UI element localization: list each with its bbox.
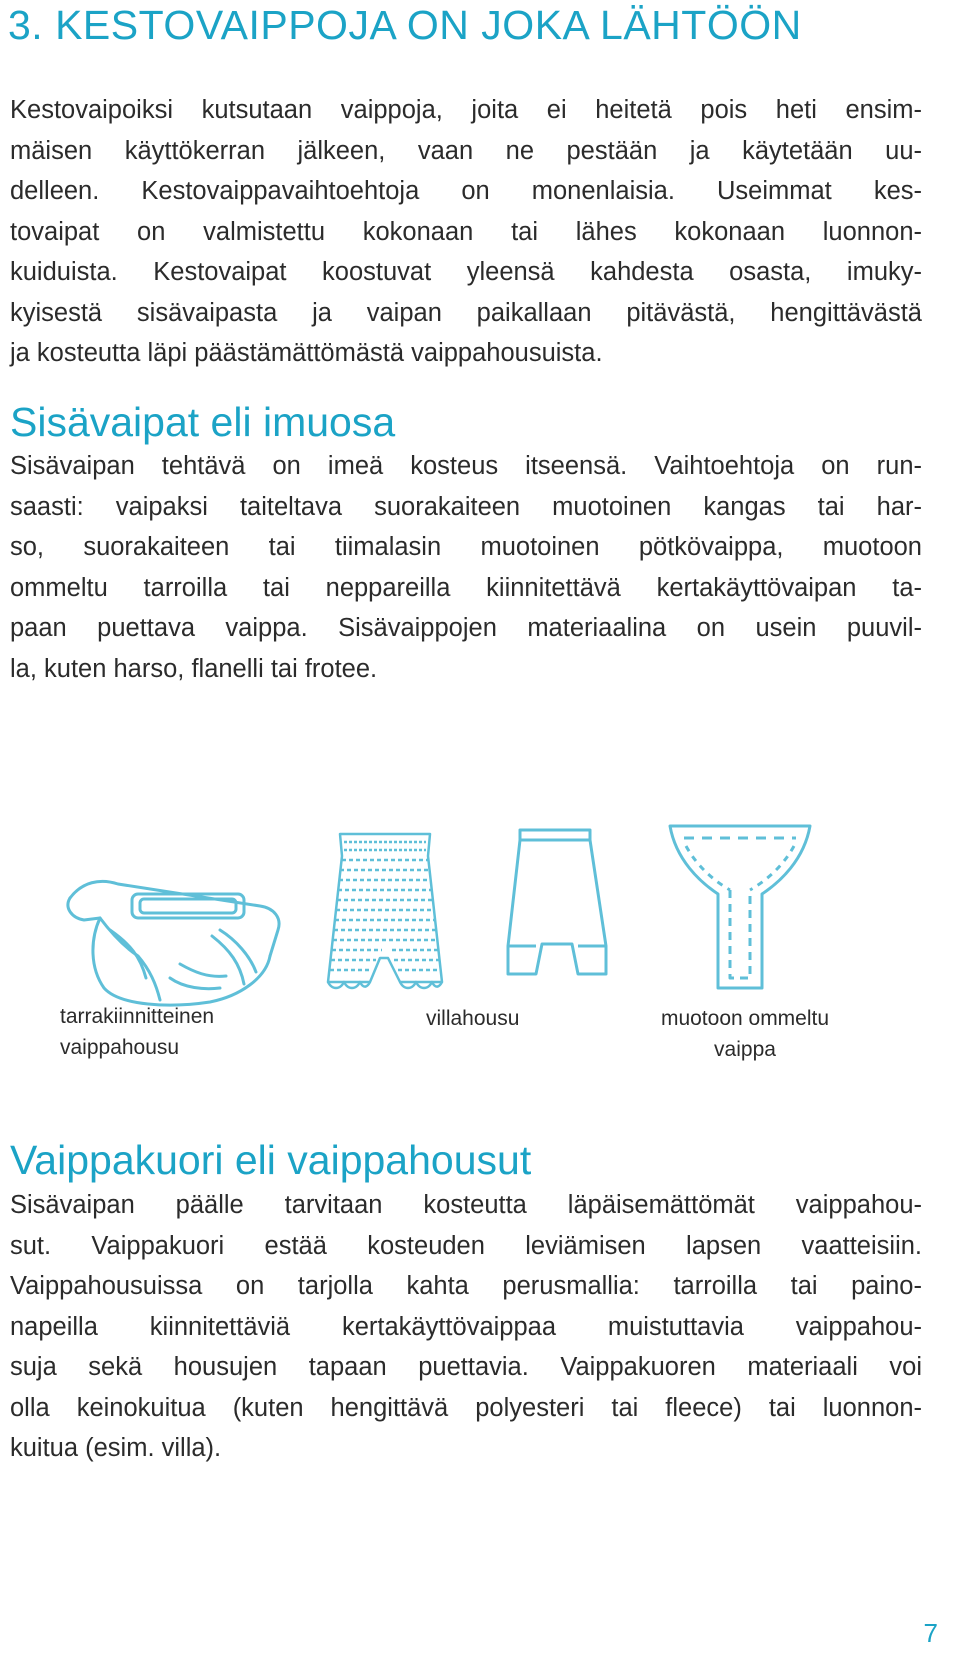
text-line: suja sekä housujen tapaan puettavia. Vaippakuoren materiaali voi <box>10 1353 922 1381</box>
figure-caption <box>60 1001 214 1063</box>
caption-line: vaippahousu <box>60 1036 180 1059</box>
fitted-diaper-icon <box>502 826 612 978</box>
section-heading-inner-diapers: Sisävaipat eli imuosa <box>10 399 396 445</box>
text-line: la, kuten harso, flanelli tai frotee. <box>10 654 378 683</box>
text-line: Sisävaipan päälle tarvitaan kosteutta läpäisemättömät vaippahou- <box>10 1191 922 1219</box>
text-line: napeilla kiinnitettäviä kertakäyttövaippaa muistuttavia vaippahou- <box>10 1312 922 1341</box>
text-line: ja kosteutta läpi päästämättömästä vaippahousuista. <box>10 339 603 367</box>
text-line: delleen. Kestovaippavaihtoehtoja on monenlaisia. Useimmat kes- <box>10 177 922 205</box>
text-line: paan puettava vaippa. Sisävaippojen materiaalina on usein puuvil- <box>10 614 922 642</box>
text-line: kuitua (esim. villa). <box>10 1434 222 1462</box>
velcro-diaper-cover-icon <box>60 860 290 1010</box>
hourglass-diaper-icon <box>664 820 816 998</box>
page-number: 7 <box>923 1618 938 1648</box>
caption-line: vaippa <box>714 1038 776 1061</box>
text-line: Vaippahousuissa on tarjolla kahta perusmallia: tarroilla tai paino- <box>10 1272 922 1300</box>
inner-diapers-paragraph <box>10 446 922 689</box>
text-line: Sisävaipan tehtävä on imeä kosteus itseensä. Vaihtoehtoja on run- <box>10 452 922 480</box>
text-line: saasti: vaipaksi taiteltava suorakaiteen muotoinen kangas tai har- <box>10 492 922 521</box>
caption-line: villahousu <box>426 1007 520 1030</box>
text-line: so, suorakaiteen tai tiimalasin muotoinen pötkövaippa, muotoon <box>10 533 922 561</box>
text-line: Kestovaipoiksi kutsutaan vaippoja, joita ei heitetä pois heti ensim- <box>10 96 922 124</box>
figure-caption <box>645 1003 845 1065</box>
diaper-covers-paragraph <box>10 1185 922 1469</box>
text-line: sut. Vaippakuori estää kosteuden leviämisen lapsen vaatteisiin. <box>10 1231 922 1260</box>
text-line: tovaipat on valmistettu kokonaan tai lähes kokonaan luonnon- <box>10 217 922 246</box>
text-line: ommeltu tarroilla tai neppareilla kiinnitettävä kertakäyttövaipan ta- <box>10 573 922 602</box>
section-heading-diaper-covers: Vaippakuori eli vaippahousut <box>10 1137 532 1183</box>
text-line: mäisen käyttökerran jälkeen, vaan ne pestään ja käytetään uu- <box>10 136 922 165</box>
caption-line: muotoon ommeltu <box>660 1007 830 1030</box>
intro-paragraph <box>10 90 922 374</box>
wool-pants-icon <box>322 826 448 996</box>
caption-line: tarrakiinnitteinen <box>60 1005 215 1028</box>
figure-caption <box>426 1003 519 1034</box>
text-line: kyisestä sisävaipasta ja vaipan paikallaan pitävästä, hengittävästä <box>10 298 922 327</box>
text-line: kuiduista. Kestovaipat koostuvat yleensä kahdesta osasta, imuky- <box>10 258 922 286</box>
chapter-heading: 3. KESTOVAIPPOJA ON JOKA LÄHTÖÖN <box>8 2 802 48</box>
text-line: olla keinokuitua (kuten hengittävä polyesteri tai fleece) tai luonnon- <box>10 1393 922 1422</box>
